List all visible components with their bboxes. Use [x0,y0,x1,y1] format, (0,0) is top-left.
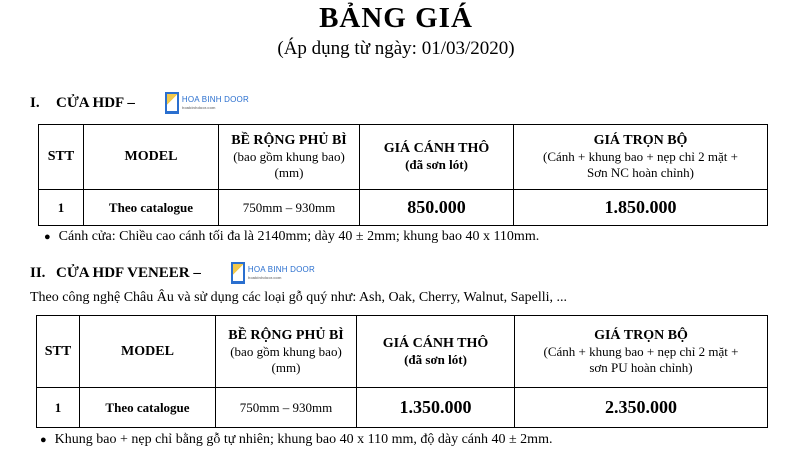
price-table-hdf-veneer [36,315,768,428]
header-width: BỀ RỘNG PHỦ BÌ (bao gồm khung bao) (mm) [219,125,360,190]
bullet-icon: ● [44,231,51,243]
header-model: MODEL [84,125,219,190]
header-raw-price: GIÁ CÁNH THÔ (đã sơn lót) [357,316,515,388]
page-subtitle: (Áp dụng từ ngày: 01/03/2020) [277,38,515,59]
row-full-price: 2.350.000 [515,388,768,428]
header-stt: STT [39,125,84,190]
brand-logo [231,262,315,284]
section-2-heading [30,262,315,284]
header-model: MODEL [80,316,216,388]
section-2-number: II. [30,264,46,281]
header-width: BỀ RỘNG PHỦ BÌ (bao gồm khung bao) (mm) [216,316,357,388]
table-row [39,190,768,226]
section-2-description: Theo công nghệ Châu Âu và sử dụng các loại gỗ quý như: Ash, Oak, Cherry, Walnut, Sapelli, ... [30,290,568,305]
bullet-icon: ● [40,434,47,446]
row-model: Theo catalogue [80,388,216,428]
page-title: BẢNG GIÁ [319,2,473,34]
brand-logo [165,92,249,114]
row-stt: 1 [39,190,84,226]
header-raw-price: GIÁ CÁNH THÔ (đã sơn lót) [360,125,514,190]
row-raw-price: 1.350.000 [357,388,515,428]
table-row [37,388,768,428]
header-full-price: GIÁ TRỌN BỘ (Cánh + khung bao + nẹp chỉ 2 mặt + sơn PU hoàn chỉnh) [515,316,768,388]
logo-site-text: hoabinhdoor.com [247,275,282,280]
section-1-note: ● Cánh cửa: Chiều cao cánh tối đa là 2140mm; dày 40 ± 2mm; khung bao 40 x 110mm. [44,229,540,244]
section-2-title: CỬA HDF VENEER – [56,264,201,281]
row-full-price: 1.850.000 [514,190,768,226]
section-1-number: I. [30,94,40,111]
logo-brand-text: HOA BINH DOOR [247,265,315,274]
table-header-row [37,316,768,388]
row-raw-price: 850.000 [360,190,514,226]
row-model: Theo catalogue [84,190,219,226]
door-logo-icon [165,92,179,114]
price-table-hdf [38,124,768,226]
logo-brand-text: HOA BINH DOOR [181,95,249,104]
row-width: 750mm – 930mm [219,190,360,226]
logo-site-text: hoabinhdoor.com [181,105,216,110]
header-stt: STT [37,316,80,388]
section-1-heading [30,92,249,114]
row-width: 750mm – 930mm [216,388,357,428]
section-2-note: ● Khung bao + nẹp chỉ bằng gỗ tự nhiên; khung bao 40 x 110 mm, độ dày cánh 40 ± 2mm. [40,432,553,447]
table-header-row [39,125,768,190]
header-full-price: GIÁ TRỌN BỘ (Cánh + khung bao + nẹp chỉ 2 mặt + Sơn NC hoàn chỉnh) [514,125,768,190]
row-stt: 1 [37,388,80,428]
section-1-title: CỬA HDF – [56,94,135,111]
door-logo-icon [231,262,245,284]
